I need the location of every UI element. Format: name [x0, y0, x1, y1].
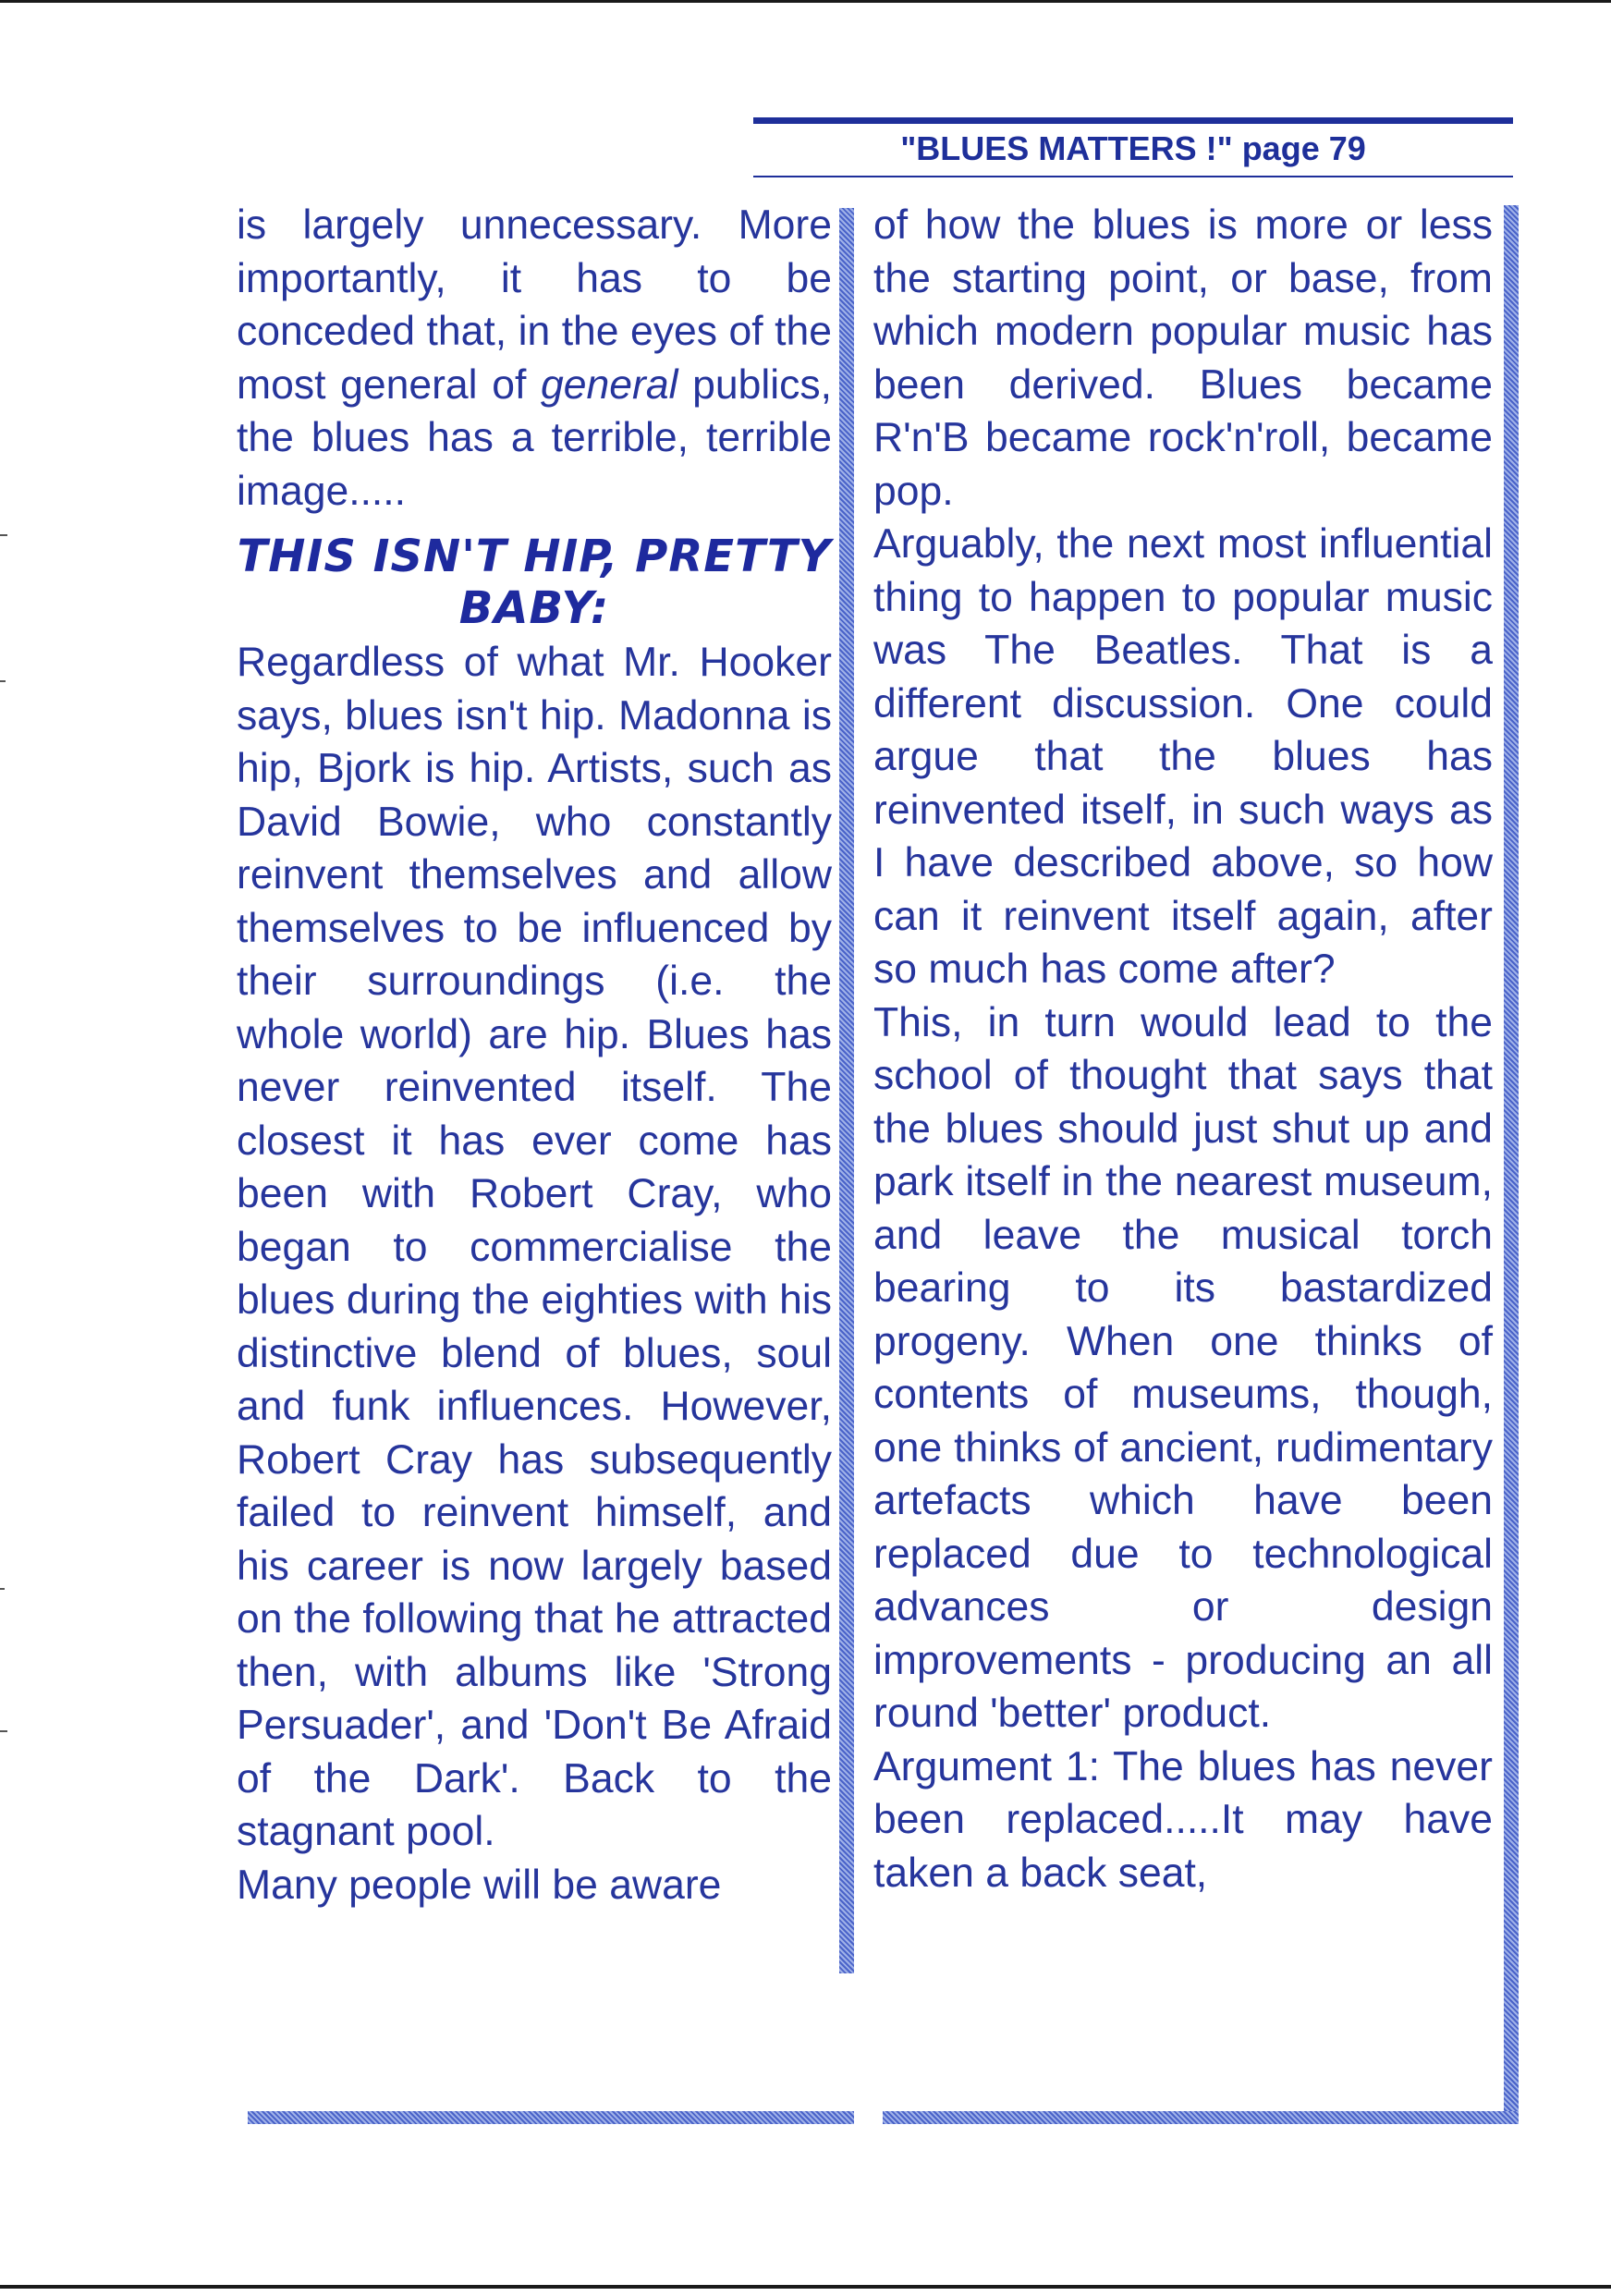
right-column [873, 199, 1493, 1899]
right-column-shadow-bar [1504, 205, 1519, 2120]
page-header-title: "BLUES MATTERS !" page 79 [900, 129, 1366, 167]
page-top-edge [0, 0, 1611, 3]
left-paragraph-2: Regardless of what Mr. Hooker says, blues isn't hip. Madonna is hip, Bjork is hip. Artists, such as David Bowie, who constantly reinvent themselves and allow themselves to be influenced by their surroundings (i.e. the whole world) are hip. Blues has never reinvented itself. The closest it has ever come has been with Robert Cray, who began to commercialise the blues during the eighties with his distinctive blend of blues, soul and funk influences. However, Robert Cray has subsequently failed to reinvent himself, and his career is now largely based on the following that he attracted then, with albums like 'Strong Persuader', and 'Don't Be Afraid of the Dark'. Back to the stagnant pool. [237, 640, 832, 1854]
scan-margin-mark [0, 534, 7, 536]
left-paragraph-3: Many people will be aware [237, 1862, 722, 1908]
left-column [237, 199, 832, 1911]
section-heading: THIS ISN'T HIP, PRETTY BABY: [237, 531, 832, 634]
left-column-shadow-bar [839, 208, 854, 1973]
scan-margin-mark [0, 1588, 5, 1590]
header-rule-top [753, 117, 1513, 124]
scan-margin-mark [0, 680, 6, 682]
right-paragraph-4: Argument 1: The blues has never been replaced.....It may have taken a back seat, [873, 1743, 1493, 1896]
scan-margin-mark [0, 1730, 7, 1732]
page-bottom-edge [0, 2285, 1611, 2289]
right-column-bottom-bar [883, 2111, 1519, 2124]
left-column-bottom-bar [248, 2111, 854, 2124]
left-paragraph-1: is largely unnecessary. More importantly, it has to be conceded that, in the eyes of the most general of general publics, the blues has a terrible, terrible image..... [237, 202, 833, 514]
emphasized-word: general [541, 361, 678, 408]
right-paragraph-2: Arguably, the next most influential thing to happen to popular music was The Beatles. That is a different discussion. One could argue that the blues has reinvented itself, in such ways as I have described above, so how can it reinvent itself again, after so much has come after? [873, 521, 1493, 992]
right-paragraph-3: This, in turn would lead to the school of thought that says that the blues should just shut up and park itself in the nearest museum, and leave the musical torch bearing to its bastardized progeny. When one thinks of contents of museums, though, one thinks of ancient, rudimentary artefacts which have been replaced due to technological advances or design improvements - producing an all round 'better' product. [873, 999, 1493, 1736]
right-paragraph-1: of how the blues is more or less the starting point, or base, from which modern popular music has been derived. Blues became R'n'B became rock'n'roll, became pop. [873, 202, 1493, 514]
header-rule-bottom [753, 176, 1513, 177]
